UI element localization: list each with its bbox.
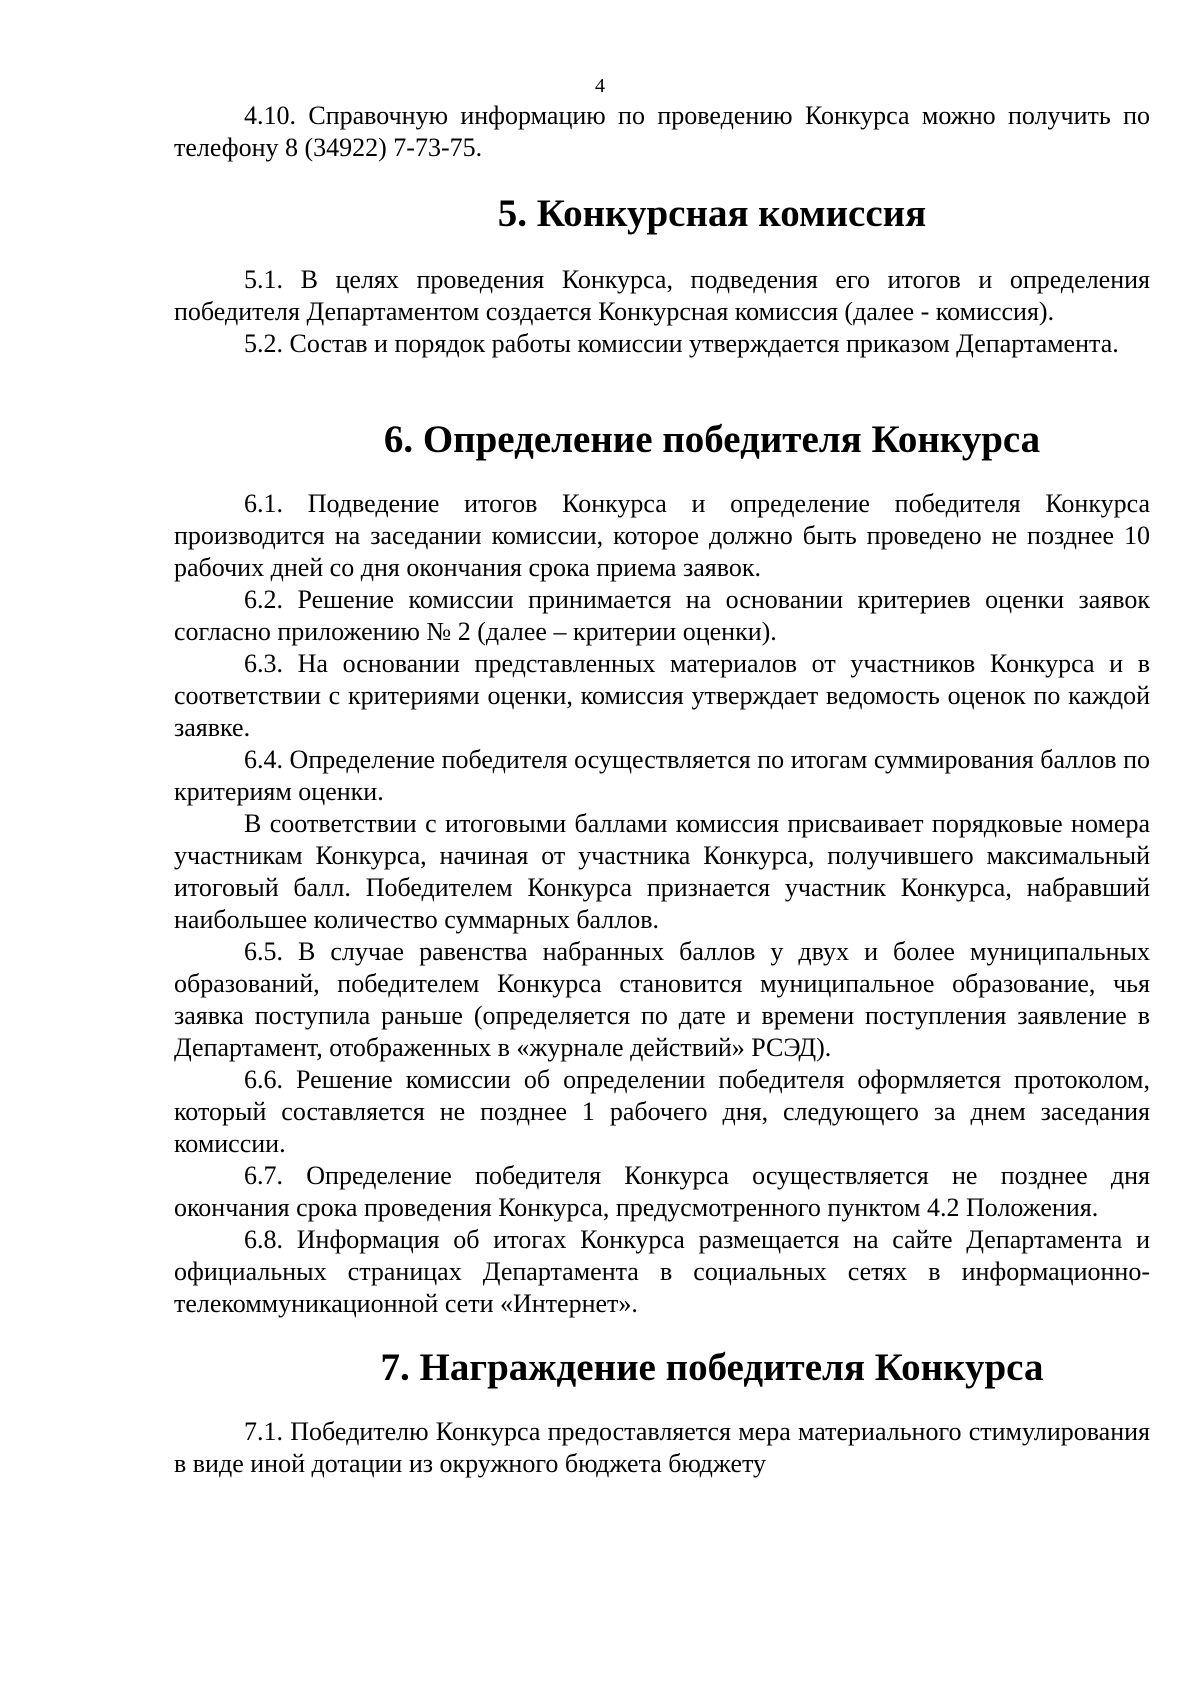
paragraph-5-2: 5.2. Состав и порядок работы комиссии утверждается приказом Департамента. [244, 329, 1119, 358]
paragraph-6-7: 6.7. Определение победителя Конкурса осуществляется не позднее дня окончания срока проведения Конкурса, предусмотренного пунктом 4.2 Положения. [174, 1161, 1150, 1222]
paragraph-6-3: 6.3. На основании представленных материалов от участников Конкурса и в соответствии с критериями оценки, комиссия утверждает ведомость оценок по каждой заявке. [174, 649, 1150, 742]
section-heading-7: 7. Награждение победителя Конкурса [380, 1346, 1044, 1389]
page-number: 4 [595, 75, 605, 97]
paragraph-6-4-cont: В соответствии с итоговыми баллами комиссия присваивает порядковые номера участникам Конкурса, начиная от участника Конкурса, получившего максимальный итоговый балл. Победителем Конкурса признается участник Конкурса, набравший наибольшее количество суммарных баллов. [174, 809, 1150, 934]
paragraph-6-1: 6.1. Подведение итогов Конкурса и определение победителя Конкурса производится на заседании комиссии, которое должно быть проведено не позднее 10 рабочих дней со дня окончания срока приема заявок. [174, 489, 1150, 582]
paragraph-6-6: 6.6. Решение комиссии об определении победителя оформляется протоколом, который составляется не позднее 1 рабочего дня, следующего за днем заседания комиссии. [174, 1065, 1150, 1158]
paragraph-7-1: 7.1. Победителю Конкурса предоставляется мера материального стимулирования в виде иной дотации из окружного бюджета бюджету [174, 1417, 1150, 1478]
paragraph-6-4: 6.4. Определение победителя осуществляется по итогам суммирования баллов по критериям оценки. [174, 745, 1150, 806]
paragraph-6-8: 6.8. Информация об итогах Конкурса размещается на сайте Департамента и официальных страницах Департамента в социальных сетях в информационно-телекоммуникационной сети «Интернет». [174, 1225, 1150, 1318]
paragraph-5-1: 5.1. В целях проведения Конкурса, подведения его итогов и определения победителя Департаментом создается Конкурсная комиссия (далее - комиссия). [174, 265, 1150, 326]
section-heading-6: 6. Определение победителя Конкурса [383, 418, 1041, 461]
document-body [174, 100, 1150, 1480]
section-heading-5: 5. Конкурсная комиссия [497, 192, 927, 235]
paragraph-6-5: 6.5. В случае равенства набранных баллов у двух и более муниципальных образований, победителем Конкурса становится муниципальное образование, чья заявка поступила раньше (определяется по дате и времени поступления заявление в Департамент, отображенных в «журнале действий» РСЭД). [174, 937, 1150, 1062]
paragraph-4-10: 4.10. Справочную информацию по проведению Конкурса можно получить по телефону 8 (34922) 7-73-75. [174, 101, 1150, 162]
paragraph-6-2: 6.2. Решение комиссии принимается на основании критериев оценки заявок согласно приложению № 2 (далее – критерии оценки). [174, 585, 1150, 646]
